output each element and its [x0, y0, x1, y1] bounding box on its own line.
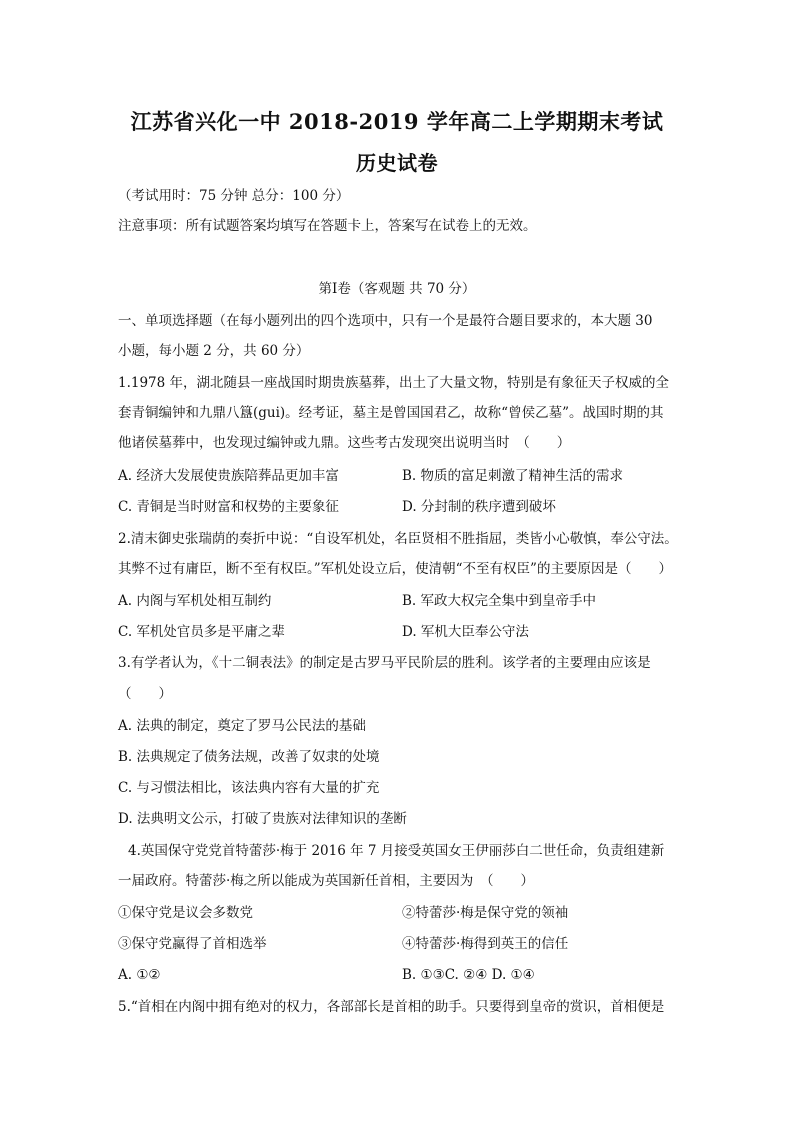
section-heading: 第Ⅰ卷（客观题 共 70 分） [318, 281, 476, 297]
exam-info: （考试用时：75 分钟 总分：100 分） [118, 188, 350, 204]
notice: 注意事项：所有试题答案均填写在答题卡上，答案写在试卷上的无效。 [118, 218, 537, 234]
q1-line-3: 他诸侯墓葬中，也发现过编钟或九鼎。这些考古发现突出说明当时 （ ） [118, 435, 571, 451]
q4-statement-1: ①保守党是议会多数党 [118, 905, 253, 921]
q4-statement-2: ②特蕾莎·梅是保守党的领袖 [402, 905, 569, 921]
page-subtitle: 历史试卷 [356, 151, 438, 175]
q4-line-2: 一届政府。特蕾莎·梅之所以能成为英国新任首相，主要因为 （ ） [118, 873, 535, 889]
q3-option-a: A. 法典的制定，奠定了罗马公民法的基础 [118, 718, 366, 734]
q1-option-d: D. 分封制的秩序遭到破坏 [402, 499, 556, 515]
q2-option-d: D. 军机大臣奉公守法 [402, 624, 529, 640]
q5-line-1: 5.“首相在内阁中拥有绝对的权力，各部部长是首相的助手。只要得到皇帝的赏识，首相便是 [118, 999, 665, 1015]
q2-option-b: B. 军政大权完全集中到皇帝手中 [402, 593, 597, 609]
page-title: 江苏省兴化一中 2018-2019 学年高二上学期期末考试 [130, 109, 664, 134]
q1-option-b: B. 物质的富足刺激了精神生活的需求 [402, 468, 624, 484]
q1-line-1: 1.1978 年，湖北随县一座战国时期贵族墓葬，出土了大量文物，特别是有象征天子权威的全 [118, 375, 670, 391]
q4-option-bcd: B. ①③C. ②④ D. ①④ [402, 967, 535, 983]
q2-option-a: A. 内阁与军机处相互制约 [118, 593, 272, 609]
q4-option-a: A. ①② [118, 967, 161, 983]
q4-statement-3: ③保守党赢得了首相选举 [118, 936, 267, 952]
q2-line-2: 其弊不过有庸臣，断不至有权臣。”军机处设立后，使清朝“不至有权臣”的主要原因是（ ） [118, 561, 672, 577]
q3-line-2: （ ） [118, 686, 172, 702]
q2-option-c: C. 军机处官员多是平庸之辈 [118, 624, 285, 640]
section-instructions-2: 小题，每小题 2 分，共 60 分） [118, 343, 310, 359]
q4-line-1: 4.英国保守党党首特蕾莎·梅于 2016 年 7 月接受英国女王伊丽莎白二世任命，负责组建新 [128, 843, 665, 859]
section-instructions-1: 一、单项选择题（在每小题列出的四个选项中，只有一个是最符合题目要求的，本大题 30 [118, 313, 653, 329]
q3-option-d: D. 法典明文公示，打破了贵族对法律知识的垄断 [118, 811, 407, 827]
q1-line-2: 套青铜编钟和九鼎八簋(gui)。经考证，墓主是曾国国君乙，故称“曾侯乙墓”。战国时期的其 [118, 405, 664, 421]
q1-option-a: A. 经济大发展使贵族陪葬品更加丰富 [118, 468, 339, 484]
q4-statement-4: ④特蕾莎·梅得到英王的信任 [402, 936, 569, 952]
q3-line-1: 3.有学者认为，《十二铜表法》的制定是古罗马平民阶层的胜利。该学者的主要理由应该是 [118, 655, 651, 671]
q1-option-c: C. 青铜是当时财富和权势的主要象征 [118, 499, 339, 515]
q3-option-c: C. 与习惯法相比，该法典内容有大量的扩充 [118, 780, 380, 796]
q2-line-1: 2.清末御史张瑞荫的奏折中说：“自设军机处，名臣贤相不胜指屈，类皆小心敬慎，奉公守法。 [118, 531, 678, 547]
q3-option-b: B. 法典规定了债务法规，改善了奴隶的处境 [118, 749, 380, 765]
